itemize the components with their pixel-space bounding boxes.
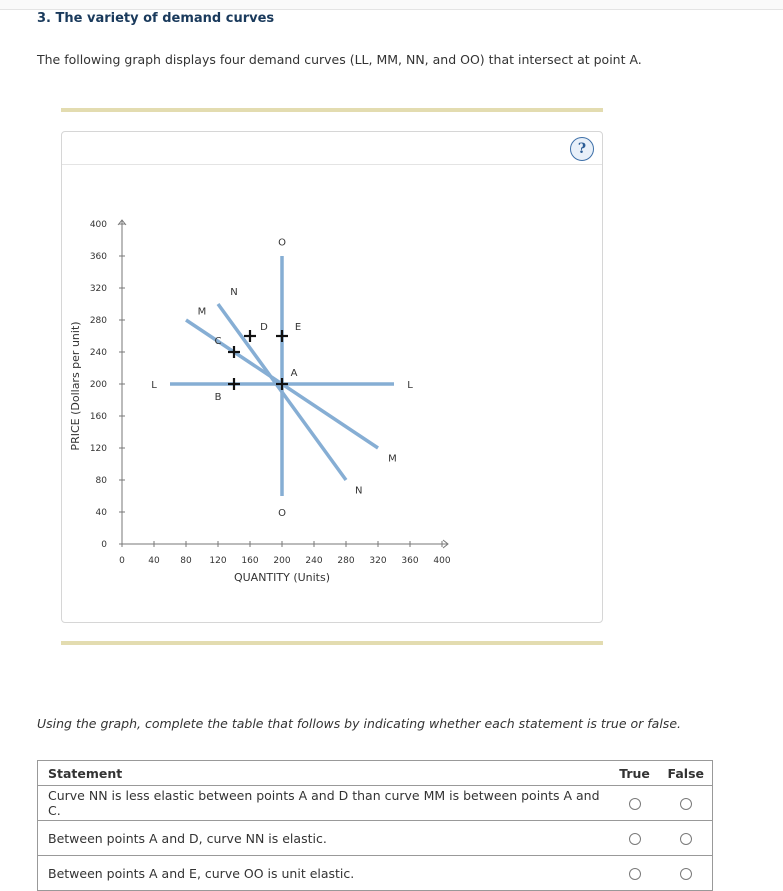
y-tick-label: 80 bbox=[95, 476, 107, 486]
y-tick-label: 160 bbox=[89, 412, 107, 422]
statement-text: Curve NN is less elastic between points A and D than curve MM is between points A and C. bbox=[38, 786, 610, 821]
statement-table bbox=[37, 760, 713, 891]
x-tick-label: 320 bbox=[369, 556, 387, 566]
y-tick-label: 360 bbox=[89, 252, 107, 262]
help-button[interactable]: ? bbox=[570, 137, 594, 161]
y-axis-label: PRICE (Dollars per unit) bbox=[69, 321, 82, 451]
x-axis-label: QUANTITY (Units) bbox=[233, 571, 331, 584]
x-tick-label: 40 bbox=[148, 556, 160, 566]
point-e-label: E bbox=[294, 322, 302, 333]
true-radio[interactable] bbox=[629, 868, 641, 880]
x-tick-label: 80 bbox=[180, 556, 192, 566]
table-row bbox=[38, 786, 713, 821]
false-radio[interactable] bbox=[680, 868, 692, 880]
point-d-label: D bbox=[260, 322, 268, 333]
x-tick-label: 400 bbox=[433, 556, 451, 566]
y-tick-label: 120 bbox=[89, 444, 107, 454]
false-header: False bbox=[660, 761, 713, 786]
y-tick-label: 0 bbox=[101, 540, 107, 550]
question-title: 3. The variety of demand curves bbox=[37, 11, 275, 26]
y-tick-label: 320 bbox=[89, 284, 107, 294]
curve-ll-label: L bbox=[151, 380, 157, 391]
true-radio[interactable] bbox=[629, 833, 641, 845]
false-radio[interactable] bbox=[680, 833, 692, 845]
x-tick-label: 160 bbox=[241, 556, 259, 566]
statement-header: Statement bbox=[38, 761, 610, 786]
curve-nn-label: N bbox=[355, 485, 363, 497]
curve-oo-label: O bbox=[278, 508, 286, 519]
y-tick-label: 40 bbox=[95, 508, 107, 518]
y-tick-label: 280 bbox=[89, 316, 107, 326]
statement-text: Between points A and E, curve OO is unit elastic. bbox=[38, 856, 610, 891]
x-tick-label: 200 bbox=[273, 556, 291, 566]
curve-ll-label: L bbox=[407, 380, 413, 391]
table-row bbox=[38, 856, 713, 891]
y-tick-label: 400 bbox=[89, 220, 107, 230]
y-tick-label: 240 bbox=[89, 348, 107, 358]
table-header-row bbox=[38, 761, 713, 786]
curve-oo-label: O bbox=[278, 237, 286, 249]
x-tick-label: 280 bbox=[337, 556, 355, 566]
statement-text: Between points A and D, curve NN is elastic. bbox=[38, 821, 610, 856]
question-intro: The following graph displays four demand curves (LL, MM, NN, and OO) that intersect at point A. bbox=[37, 52, 642, 67]
curve-mm-label: M bbox=[388, 453, 397, 465]
chart-points[interactable] bbox=[215, 322, 302, 403]
curve-mm-label: M bbox=[197, 306, 207, 318]
table-row bbox=[38, 821, 713, 856]
x-tick-label: 360 bbox=[401, 556, 419, 566]
x-tick-label: 120 bbox=[209, 556, 227, 566]
curve-nn-label: N bbox=[230, 287, 238, 299]
x-tick-label: 240 bbox=[305, 556, 323, 566]
chart-axes bbox=[90, 220, 451, 566]
true-radio[interactable] bbox=[629, 798, 641, 810]
y-tick-label: 200 bbox=[89, 380, 107, 390]
false-radio[interactable] bbox=[680, 798, 692, 810]
divider-bottom bbox=[61, 641, 603, 645]
instructions: Using the graph, complete the table that follows by indicating whether each statement is true or false. bbox=[37, 716, 681, 731]
point-b-marker[interactable] bbox=[228, 378, 240, 390]
true-header: True bbox=[610, 761, 660, 786]
point-b-label: B bbox=[214, 392, 222, 403]
point-c-label: C bbox=[214, 336, 222, 347]
point-e-marker[interactable] bbox=[276, 330, 288, 342]
point-a-label: A bbox=[290, 368, 298, 379]
x-tick-label: 0 bbox=[119, 556, 125, 566]
